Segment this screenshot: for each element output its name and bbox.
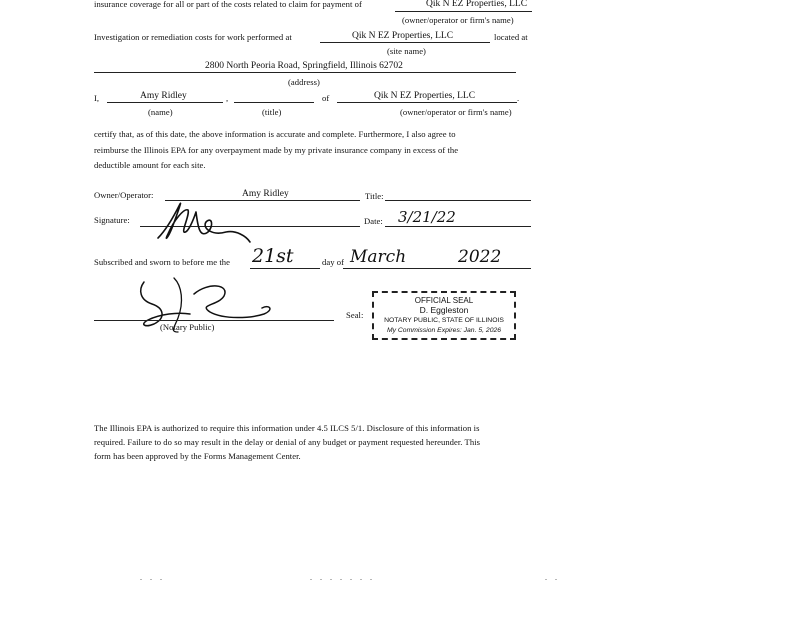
address-caption: (address) (288, 77, 320, 87)
date-line (385, 226, 531, 227)
title-caption: (title) (262, 107, 282, 117)
coverage-owner-value: Qik N EZ Properties, LLC (426, 0, 528, 9)
certify-line-1: certify that, as of this date, the above information is accurate and complete. Furthermore, I also agree to (94, 129, 456, 139)
footer-line-1: The Illinois EPA is authorized to require this information under 4.5 ILCS 5/1. Disclosure of this information is (94, 423, 480, 433)
month-value: March (350, 247, 407, 267)
seal-notary-name: D. Eggleston (419, 305, 469, 315)
owner-operator-value: Amy Ridley (242, 189, 289, 199)
owner-caption-1: (owner/operator or firm's name) (402, 15, 514, 25)
signature-label: Signature: (94, 215, 130, 225)
name-caption: (name) (148, 107, 173, 117)
owner-operator-label: Owner/Operator: (94, 190, 154, 200)
coverage-text: insurance coverage for all or part of the costs related to claim for payment of (94, 0, 362, 9)
investigation-site-value: Qik N EZ Properties, LLC (352, 31, 454, 41)
subscribed-label: Subscribed and sworn to before me the (94, 257, 230, 267)
firm-line (337, 102, 517, 103)
coverage-owner-line (395, 11, 532, 12)
footer-line-2: required. Failure to do so may result in the delay or denial of any budget or payment requested hereunder. This (94, 437, 481, 447)
day-value: 21st (252, 245, 294, 267)
seal-label: Seal: (346, 310, 364, 320)
i-label: I, (94, 93, 100, 103)
date-value: 3/21/22 (398, 208, 456, 226)
comma-sep: , (226, 93, 229, 103)
located-at-label: located at (494, 32, 528, 42)
scan-mark-right: . . (545, 573, 560, 582)
period-mark: . (517, 93, 520, 103)
date-label: Date: (364, 216, 383, 226)
day-line (250, 268, 320, 269)
of-label: of (322, 93, 330, 103)
signer-name-value: Amy Ridley (140, 91, 187, 101)
footer-line-3: form has been approved by the Forms Management Center. (94, 451, 301, 461)
title-line (234, 102, 314, 103)
notary-label: (Notary Public) (160, 322, 215, 332)
owner-caption-2: (owner/operator or firm's name) (400, 107, 512, 117)
seal-title: OFFICIAL SEAL (414, 296, 474, 305)
title-field-line (385, 200, 531, 201)
address-value: 2800 North Peoria Road, Springfield, Illinois 62702 (205, 61, 403, 71)
certify-line-2: reimburse the Illinois EPA for any overpayment made by my private insurance company in excess of the (94, 145, 459, 155)
name-line (107, 102, 223, 103)
investigation-text: Investigation or remediation costs for work performed at (94, 32, 292, 42)
month-year-line (343, 268, 531, 269)
investigation-site-line (320, 42, 490, 43)
address-line (94, 72, 516, 73)
title-label: Title: (365, 191, 384, 201)
year-value: 2022 (458, 247, 502, 267)
seal-line-2: My Commission Expires: Jan. 5, 2026 (386, 327, 502, 334)
certify-line-3: deductible amount for each site. (94, 160, 206, 170)
day-of-label: day of (322, 257, 345, 267)
scan-mark-center: . . . . . . . (310, 573, 375, 582)
site-caption: (site name) (387, 46, 426, 56)
notary-line (94, 320, 334, 321)
official-seal-stamp (372, 291, 516, 340)
seal-line-1: NOTARY PUBLIC, STATE OF ILLINOIS (384, 317, 504, 324)
scan-mark-left: . . . (140, 573, 165, 582)
owner-signature-image (150, 198, 260, 248)
signer-firm-value: Qik N EZ Properties, LLC (374, 91, 476, 101)
